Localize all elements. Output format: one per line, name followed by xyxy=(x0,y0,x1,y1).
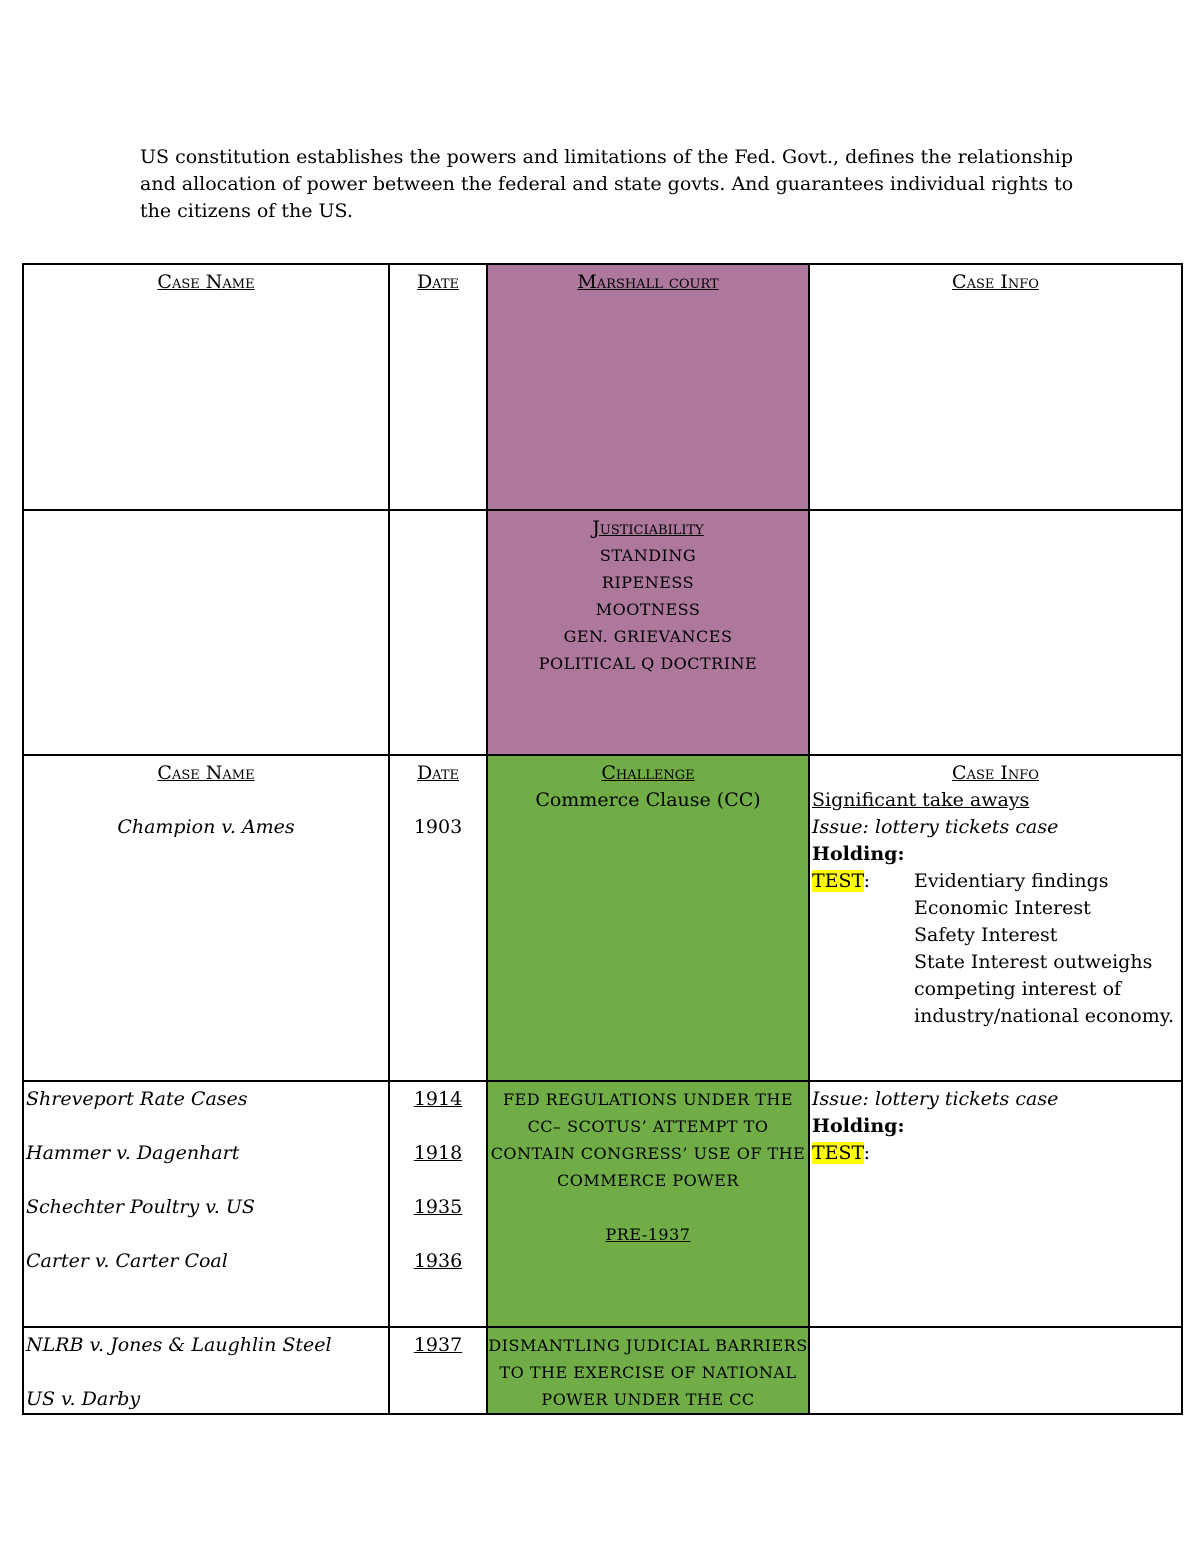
case-date: 1936 xyxy=(413,1250,463,1272)
case-name-cell xyxy=(23,264,389,510)
test-colon: : xyxy=(863,1142,870,1164)
table-row xyxy=(23,1081,1182,1327)
case-date: 1914 xyxy=(413,1088,463,1110)
test-item: Safety Interest xyxy=(914,924,1058,946)
case-info-cell xyxy=(809,1081,1182,1327)
case-name-cell xyxy=(23,755,389,1081)
case-table xyxy=(22,263,1183,1415)
case-date: 1918 xyxy=(413,1142,463,1164)
topic-cell xyxy=(487,755,809,1081)
case-info-header: Case Info xyxy=(952,762,1039,784)
case-name: NLRB v. Jones & Laughlin Steel xyxy=(26,1334,332,1356)
test-item: Economic Interest xyxy=(914,897,1091,919)
case-info-cell xyxy=(809,264,1182,510)
topic-line: POWER UNDER THE CC xyxy=(541,1390,755,1409)
case-name: Champion v. Ames xyxy=(117,816,295,838)
case-name: US v. Darby xyxy=(26,1388,141,1410)
case-name-cell xyxy=(23,1327,389,1414)
topic-period: PRE-1937 xyxy=(605,1225,691,1244)
topic-item: POLITICAL Q DOCTRINE xyxy=(538,654,758,673)
topic-item: RIPENESS xyxy=(601,573,695,592)
topic-header: Marshall court xyxy=(577,271,719,293)
case-name: Schechter Poultry v. US xyxy=(26,1196,255,1218)
table-row xyxy=(23,510,1182,755)
holding-label: Holding: xyxy=(812,843,905,865)
issue-text: Issue: lottery tickets case xyxy=(812,1088,1059,1110)
holding-label: Holding: xyxy=(812,1115,905,1137)
case-info-cell xyxy=(809,755,1182,1081)
topic-line: FED REGULATIONS UNDER THE xyxy=(502,1090,794,1109)
topic-line: CC– SCOTUS’ ATTEMPT TO xyxy=(527,1117,769,1136)
case-date: 1903 xyxy=(413,816,463,838)
topic-line: COMMERCE POWER xyxy=(557,1171,739,1190)
date-cell xyxy=(389,755,487,1081)
date-cell xyxy=(389,510,487,755)
case-name-cell xyxy=(23,1081,389,1327)
case-name: Carter v. Carter Coal xyxy=(26,1250,228,1272)
topic-header: Challenge xyxy=(601,762,695,784)
issue-text: Issue: lottery tickets case xyxy=(812,816,1059,838)
test-item: State Interest outweighs competing interest of industry/national economy. xyxy=(914,951,1174,1027)
case-name: Shreveport Rate Cases xyxy=(26,1088,248,1110)
test-label: TEST xyxy=(812,870,864,892)
date-cell xyxy=(389,264,487,510)
date-header: Date xyxy=(416,762,460,784)
case-name: Hammer v. Dagenhart xyxy=(26,1142,240,1164)
topic-line: DISMANTLING JUDICIAL BARRIERS xyxy=(488,1336,808,1355)
topic-title: Justiciability xyxy=(592,517,704,539)
topic-subtitle: Commerce Clause (CC) xyxy=(535,789,761,811)
case-name-header: Case Name xyxy=(157,271,255,293)
test-label: TEST xyxy=(812,1142,864,1164)
case-name-cell xyxy=(23,510,389,755)
case-date: 1937 xyxy=(413,1334,463,1356)
table-row xyxy=(23,264,1182,510)
intro-paragraph: US constitution establishes the powers and limitations of the Fed. Govt., defines the relationship and allocation of power between the federal and state govts. And guarantees individual rights to the citizens of the US. xyxy=(140,146,1074,222)
topic-line: TO THE EXERCISE OF NATIONAL xyxy=(499,1363,797,1382)
topic-cell xyxy=(487,264,809,510)
case-name-header: Case Name xyxy=(157,762,255,784)
case-info-header: Case Info xyxy=(952,271,1039,293)
case-info-cell xyxy=(809,510,1182,755)
topic-item: MOOTNESS xyxy=(595,600,701,619)
case-date: 1935 xyxy=(413,1196,463,1218)
topic-cell xyxy=(487,1081,809,1327)
test-colon: : xyxy=(863,870,870,892)
topic-line: CONTAIN CONGRESS’ USE OF THE xyxy=(490,1144,806,1163)
takeaways-label: Significant take aways xyxy=(812,789,1030,811)
topic-item: STANDING xyxy=(599,546,697,565)
topic-item: GEN. GRIEVANCES xyxy=(563,627,733,646)
date-cell xyxy=(389,1081,487,1327)
topic-cell xyxy=(487,1327,809,1414)
date-cell xyxy=(389,1327,487,1414)
table-row xyxy=(23,755,1182,1081)
test-item: Evidentiary findings xyxy=(914,870,1109,892)
topic-cell xyxy=(487,510,809,755)
date-header: Date xyxy=(416,271,460,293)
table-row xyxy=(23,1327,1182,1414)
case-info-cell xyxy=(809,1327,1182,1414)
